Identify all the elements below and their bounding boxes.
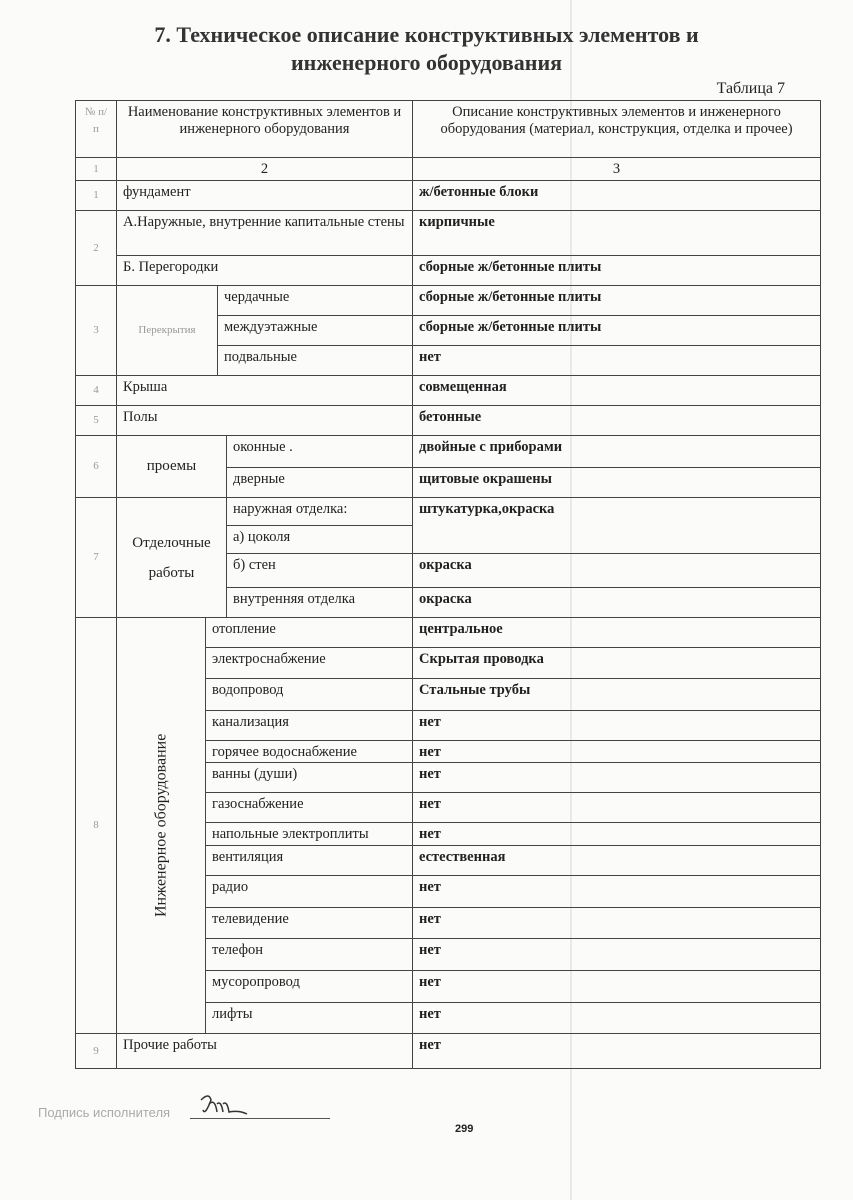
row-value: окраска [412,553,821,588]
column-number: 2 [116,157,413,181]
signature-mark [195,1090,255,1120]
group-openings: проемы [116,435,227,498]
group-floors: Перекрытия [116,285,218,376]
page-title: 7. Техническое описание конструктивных элементов и [154,22,699,47]
row-value: двойные с приборами [412,435,821,468]
signature-line [190,1118,330,1119]
row-value: нет [412,762,821,793]
row-value: центральное [412,617,821,648]
row-name: Полы [116,405,413,436]
row-name: горячее водоснабжение [205,740,413,763]
row-number: 3 [75,285,117,376]
row-value: кирпичные [412,210,821,256]
row-value: Скрытая проводка [412,647,821,679]
row-value: нет [412,1002,821,1034]
row-value: нет [412,907,821,939]
row-value: ж/бетонные блоки [412,180,821,211]
row-name: ванны (души) [205,762,413,793]
row-name: телефон [205,938,413,971]
row-name: напольные электроплиты [205,822,413,846]
row-value: нет [412,710,821,741]
table-caption: Таблица 7 [716,80,785,97]
row-value: бетонные [412,405,821,436]
row-name: Б. Перегородки [116,255,413,286]
row-name: вентиляция [205,845,413,876]
row-value: сборные ж/бетонные плиты [412,255,821,286]
row-value: окраска [412,587,821,618]
page-number: 299 [455,1123,474,1135]
row-name: дверные [226,467,413,498]
row-name: Прочие работы [116,1033,413,1069]
row-value: нет [412,792,821,823]
row-name: отопление [205,617,413,648]
page-title-2: инженерного оборудования [290,50,563,75]
row-number: 7 [75,497,117,618]
group-finishing: Отделочные работы [116,497,227,618]
column-number: 1 [75,157,117,181]
row-name: А.Наружные, внутренние капитальные стены [116,210,413,256]
column-number: 3 [412,157,821,181]
row-value: нет [412,1033,821,1069]
row-name: канализация [205,710,413,741]
row-name: водопровод [205,678,413,711]
row-name: чердачные [217,285,413,316]
header-name: Наименование конструктивных элементов и инженерного оборудования [116,100,413,158]
row-name: лифты [205,1002,413,1034]
row-value: нет [412,740,821,763]
row-name: а) цоколя [226,525,413,554]
row-name: внутренняя отделка [226,587,413,618]
row-name: телевидение [205,907,413,939]
row-name: радио [205,875,413,908]
row-value: штукатурка,окраска [412,497,821,554]
row-name: оконные . [226,435,413,468]
row-number: 8 [75,617,117,1034]
row-number: 5 [75,405,117,436]
row-value: сборные ж/бетонные плиты [412,285,821,316]
row-name: газоснабжение [205,792,413,823]
header-description: Описание конструктивных элементов и инженерного оборудования (материал, конструкция, отделка и прочее) [412,100,821,158]
row-number: 9 [75,1033,117,1069]
row-value: нет [412,970,821,1003]
row-value: щитовые окрашены [412,467,821,498]
row-name: фундамент [116,180,413,211]
row-number: 1 [75,180,117,211]
row-name: мусоропровод [205,970,413,1003]
row-name: междуэтажные [217,315,413,346]
row-name: б) стен [226,553,413,588]
row-name: подвальные [217,345,413,376]
row-number: 6 [75,435,117,498]
signature-label: Подпись исполнителя [38,1105,171,1120]
row-number: 4 [75,375,117,406]
row-number: 2 [75,210,117,286]
row-name: электроснабжение [205,647,413,679]
row-value: естественная [412,845,821,876]
row-name: наружная отделка: [226,497,413,526]
row-value: нет [412,938,821,971]
row-value: нет [412,822,821,846]
row-value: сборные ж/бетонные плиты [412,315,821,346]
row-value: Стальные трубы [412,678,821,711]
row-value: нет [412,875,821,908]
row-name: Крыша [116,375,413,406]
row-value: совмещенная [412,375,821,406]
group-engineering: Инженерное оборудование [116,617,206,1034]
header-number: № п/п [75,100,117,158]
row-value: нет [412,345,821,376]
